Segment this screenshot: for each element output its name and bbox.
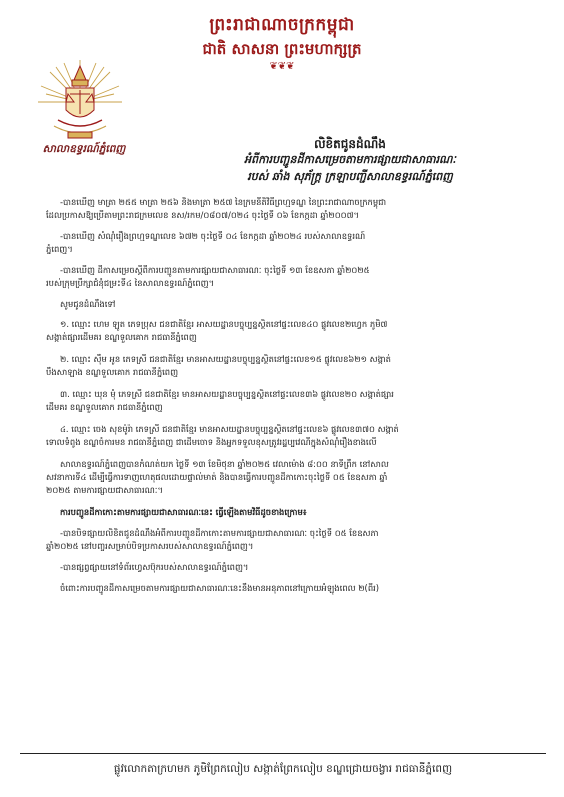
- body-line: ៣. ឈ្មោះ ឃុន មុំ ភេទស្រី ជនជាតិខ្មែរ មានអាសយដ្ឋានបច្ចុប្បន្នស្ថិតនៅផ្ទះលេខ៣៦ ផ្លូវលេខ២០ សង្កាត់ផ្សារ: [60, 389, 394, 399]
- footer-divider: [20, 753, 546, 754]
- national-motto: ជាតិ សាសនា ព្រះមហាក្សត្រ: [202, 40, 362, 58]
- footer-address: ផ្លូវលោកតាក្រហមក ភូមិព្រែកលៀប សង្កាត់ព្រែកលៀប ខណ្ឌជ្រោយចង្វារ រាជធានីភ្នំពេញ: [113, 763, 453, 775]
- kingdom-heading: ព្រះរាជាណាចក្រកម្ពុជា: [209, 15, 355, 35]
- body-line: របស់ក្រុមប្រឹក្សាជំនុំជម្រះទី៤ នៃសាលាឧទ្ធរណ៍ភ្នំពេញ។: [46, 278, 215, 288]
- body-line: ការបញ្ជូនដីកាកោះតាមការផ្សាយជាសាធារណៈនេះ ធ្វើឡើងតាមវិធីដូចខាងក្រោម៖: [60, 507, 307, 517]
- court-emblem-icon: [28, 58, 132, 148]
- body-line: -បានបិទផ្សាយលិខិតជូនដំណឹងអំពីការបញ្ជូនដីកាកោះតាមការផ្សាយជាសាធារណៈ ចុះថ្ងៃទី ០៥ ខែឧសភា: [60, 528, 379, 538]
- motto-ornament: ❦❦❦: [269, 61, 295, 72]
- body-line: -បានឃើញ សំណុំរឿងព្រហ្មទណ្ឌលេខ ៦៧២ ចុះថ្ងៃទី ០៤ ខែកក្កដា ឆ្នាំ២០២៤ របស់សាលាឧទ្ធរណ៍: [60, 231, 366, 241]
- body-line: -បានផ្សព្វផ្សាយនៅទំព័រហ្វេសប៊ុករបស់សាលាឧទ្ធរណ៍ភ្នំពេញ។: [60, 562, 249, 572]
- body-line: ភ្នំពេញ។: [46, 244, 73, 254]
- body-line: ទោលទំពូង ខណ្ឌចំការមន រាជធានីភ្នំពេញ ជាដើមចោទ និងអ្នកទទួលខុសត្រូវរដ្ឋប្បវេណីក្នុងសំណុំរឿងខាងលើ: [46, 437, 377, 447]
- body-line: សូមជូនដំណឹងទៅ: [60, 299, 116, 309]
- body-line: ឆ្នាំ២០២៥ នៅបញ្ចរសម្រាប់បិទប្រកាសរបស់សាលាឧទ្ធរណ៍ភ្នំពេញ។: [46, 541, 254, 551]
- document-subtitle: អំពីការបញ្ជូនដីកាសម្រេចតាមការផ្សាយជាសាធារណៈ: [244, 153, 456, 166]
- body-line: -បានឃើញ ដីកាសម្រេចស្ដីពីការបញ្ជូនតាមការផ្សាយជាសាធារណៈ ចុះថ្ងៃទី ១៣ ខែឧសភា ឆ្នាំ២០២៥: [60, 265, 370, 275]
- document-issuer-line: របស់ ឆាំង សុភ័ក្ត្រ ក្រឡាបញ្ជីសាលាឧទ្ធរណ៍ភ្នំពេញ: [247, 170, 453, 183]
- body-line: សាលាឧទ្ធរណ៍ភ្នំពេញបានកំណត់យក ថ្ងៃទី ១៣ ខែមិថុនា ឆ្នាំ២០២៥ វេលាម៉ោង ៨:០០ នាទីព្រឹក នៅសាល: [60, 459, 389, 469]
- body-line: ២. ឈ្មោះ ស៊ឹម អូន ភេទស្រី ជនជាតិខ្មែរ មានអាសយដ្ឋានបច្ចុប្បន្នស្ថិតនៅផ្ទះលេខ១៥ ផ្លូវលេខ៦២១ សង្កាត់: [60, 354, 391, 364]
- body-line: ចំពោះការបញ្ជូនដីកាសម្រេចតាមការផ្សាយជាសាធារណៈនេះនឹងមានអនុភាពនៅក្រោយអំឡុងពេល ២(ពីរ): [60, 583, 380, 593]
- body-line: ៤. ឈ្មោះ ចេង សុខម៉ូរ៉ា ភេទស្រី ជនជាតិខ្មែរ មានអាសយដ្ឋានបច្ចុប្បន្នស្ថិតនៅផ្ទះលេខ៦ ផ្លូវលេខ៣៧០ សង្កាត់: [60, 424, 399, 434]
- body-line: ១. ឈ្មោះ ហេម ឡូត ភេទប្រុស ជនជាតិខ្មែរ អាសយដ្ឋានបច្ចុប្បន្នស្ថិតនៅផ្ទះលេខ៤០ ផ្លូវលេខ២ហ្វេក ភូមិ៧: [60, 319, 388, 329]
- body-line: សង្កាត់ផ្សារដើមគរ ខណ្ឌទួលគោក រាជធានីភ្នំពេញ: [46, 332, 197, 342]
- issuing-court-name: សាលាឧទ្ធរណ៍ភ្នំពេញ: [42, 143, 126, 155]
- body-line: ដើមគរ ខណ្ឌទួលគោក រាជធានីភ្នំពេញ: [46, 402, 163, 412]
- body-line: ២០២៥ តាមការផ្សាយជាសាធារណៈ។: [46, 485, 163, 495]
- body-line: ដែលប្រកាសឱ្យប្រើតាមព្រះរាជក្រមលេខ នស/រកម/០៨០៧/០២៤ ចុះថ្ងៃទី ០៦ ខែកក្កដា ឆ្នាំ២០០៧។: [46, 210, 359, 220]
- body-line: បឹងសាឡាង ខណ្ឌទួលគោក រាជធានីភ្នំពេញ: [46, 367, 179, 377]
- body-line: សវនាការទី៤ ដើម្បីធ្វើការទាញហេតុផលដោយផ្ទាល់មាត់ និងបានធ្វើការបញ្ជូនដីកាកោះចុះថ្ងៃទី ០៥ ខែឧសភា ឆ្នាំ: [46, 472, 388, 482]
- document-title: លិខិតជូនដំណឹង: [314, 137, 386, 151]
- body-line: -បានឃើញ មាត្រា ២៥៥ មាត្រា ២៥៦ និងមាត្រា ២៥៧ នៃក្រមនីតិវិធីព្រហ្មទណ្ឌ នៃព្រះរាជាណាចក្រកម្ពុជា: [60, 197, 387, 207]
